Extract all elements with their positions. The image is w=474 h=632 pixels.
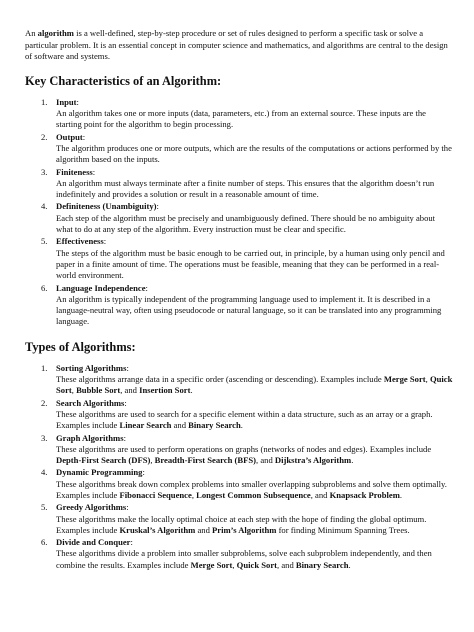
desc-separator: , and [310, 489, 330, 500]
example-term: Prim’s Algorithm [212, 524, 277, 535]
intro-paragraph [25, 28, 453, 63]
desc-separator: , and [277, 559, 296, 570]
list-item: 1. Input: An algorithm takes one or more inputs (data, parameters, etc.) from an external source. These inputs are the starting point for the algorithm to begin processing. [25, 97, 453, 131]
item-description: The steps of the algorithm must be basic enough to be carried out, in principle, by a human using only pencil and paper in a finite amount of time. The operations must be feasible, meaning that they can be performed in a real-world environment. [56, 247, 445, 281]
desc-end: . [240, 420, 243, 431]
item-number: 4. [41, 201, 48, 212]
item-number: 5. [41, 236, 48, 247]
desc-separator: and [171, 420, 189, 431]
example-term: Kruskal’s Algorithm [119, 524, 196, 535]
item-number: 1. [41, 362, 48, 373]
item-title: Divide and Conquer [56, 537, 131, 548]
item-number: 6. [41, 282, 48, 293]
desc-separator: , [232, 559, 237, 570]
item-title: Output [56, 131, 83, 142]
item-description: An algorithm must always terminate after a finite number of steps. This ensures that the algorithm doesn’t run indefinitely and provides a solution or result in a reasonable amount of time. [56, 177, 435, 200]
item-title: Greedy Algorithms [56, 502, 127, 513]
desc-separator: , [425, 374, 430, 385]
desc-text: These algorithms make the locally optimal choice at each step with the hope of finding the global optimum. Examples include [56, 513, 427, 535]
example-term: Binary Search [188, 420, 241, 431]
item-description [56, 514, 453, 537]
intro-pre: An [25, 28, 38, 38]
desc-separator: , and [120, 385, 140, 396]
item-title: Language Independence [56, 282, 146, 293]
list-item: 6. Divide and Conquer: These algorithms divide a problem into smaller subproblems, solve each subproblem independently, and then combine the results. Examples include Merge Sort, Quick Sort, and Binary Search. [25, 537, 453, 571]
list-item: 2. Output: The algorithm produces one or more outputs, which are the results of the computations or actions performed by the algorithm based on the inputs. [41, 131, 452, 165]
example-term: Binary Search [295, 559, 349, 570]
desc-end: . [399, 489, 403, 500]
item-description: An algorithm takes one or more inputs (data, parameters, etc.) from an external source. These inputs are the starting point for the algorithm to begin processing. [56, 108, 426, 130]
item-title: Definiteness (Unambiguity) [56, 201, 157, 212]
example-term: Fibonacci Sequence [119, 489, 192, 500]
desc-end: . [348, 559, 351, 570]
desc-text: These algorithms are used to perform operations on graphs (networks of nodes and edges). Examples include [56, 443, 432, 454]
desc-text: These algorithms break down complex problems into smaller overlapping subproblems and solve them optimally. Examples include [56, 478, 447, 500]
item-number: 2. [41, 131, 48, 142]
characteristics-list [25, 97, 453, 328]
example-term: Quick Sort [56, 374, 453, 396]
list-item: 5. Greedy Algorithms: These algorithms make the locally optimal choice at each step with the hope of finding the global optimum. Examples include Kruskal’s Algorithm and Prim’s Algorithm for finding Minimum Spanning Trees. [25, 502, 453, 536]
item-title: Dynamic Programming [56, 467, 143, 478]
item-title: Sorting Algorithms [56, 362, 127, 373]
desc-separator: , [71, 385, 77, 396]
item-title: Input [56, 96, 77, 107]
intro-term: algorithm [37, 28, 74, 38]
desc-text: These algorithms divide a problem into smaller subproblems, solve each subproblem independently, and then combine the results. Examples include [56, 548, 432, 570]
desc-end: . [351, 455, 354, 466]
list-item: 2. Search Algorithms: These algorithms are used to search for a specific element within a data structure, such as an array or a graph. Examples include Linear Search and Binary Search. [25, 398, 453, 432]
desc-end: . [190, 385, 193, 396]
document-page [25, 28, 453, 572]
section-heading-types: Types of Algorithms: [25, 339, 136, 354]
example-term: Breadth-First Search (BFS) [154, 455, 257, 466]
item-title: Finiteness [56, 166, 93, 177]
item-description [56, 548, 453, 571]
item-number: 6. [41, 537, 48, 548]
item-number: 3. [41, 432, 48, 443]
types-list [25, 363, 453, 571]
list-item: 3. Finiteness: An algorithm must always terminate after a finite number of steps. This ensures that the algorithm doesn’t run indefinitely and provides a solution or result in a reasonable amount of time. [25, 167, 453, 201]
list-item: 1. Sorting Algorithms: These algorithms arrange data in a specific order (ascending or descending). Examples include Merge Sort, Quick Sort, Bubble Sort, and Insertion Sort. [41, 362, 453, 396]
example-term: Bubble Sort [76, 385, 121, 396]
item-description [56, 479, 453, 502]
list-item: 4. Dynamic Programming: These algorithms break down complex problems into smaller overlapping subproblems and solve them optimally. Examples include Fibonacci Sequence, Longest Common Subsequence, and Knapsack Problem. [25, 467, 453, 501]
list-item: 4. Definiteness (Unambiguity): Each step of the algorithm must be precisely and unambiguously defined. There should be no ambiguity about what to do at any step of the algorithm. Every instruction must be clear and specific. [25, 201, 453, 235]
item-description: An algorithm is typically independent of the programming language used to implement it. It is described in a language-neutral way, often using pseudocode or natural language, so it can be translated into any programming language. [56, 293, 442, 327]
example-term: Longest Common Subsequence [196, 489, 311, 500]
item-description: The algorithm produces one or more outputs, which are the results of the computations or actions performed by the algorithm based on the inputs. [56, 142, 452, 165]
example-term: Linear Search [119, 420, 172, 431]
item-number: 1. [41, 96, 48, 107]
desc-text: These algorithms arrange data in a specific order (ascending or descending). Examples include [56, 374, 384, 385]
item-description [56, 409, 453, 432]
desc-separator: , [191, 489, 197, 500]
desc-separator: , [150, 455, 155, 466]
list-item: 5. Effectiveness: The steps of the algorithm must be basic enough to be carried out, in principle, by a human using only pencil and paper in a finite amount of time. The operations must be feasible, meaning that they can be performed in a real-world environment. [25, 236, 453, 281]
desc-text: These algorithms are used to search for a specific element within a data structure, such as an array or a graph. Examples include [56, 408, 433, 431]
desc-separator: and [195, 524, 213, 535]
item-description [56, 374, 453, 397]
item-number: 4. [41, 467, 48, 478]
example-term: Knapsack Problem [329, 489, 400, 500]
item-title: Graph Algorithms [56, 432, 124, 443]
example-term: Quick Sort [236, 559, 278, 570]
item-number: 5. [41, 502, 48, 513]
intro-post: is a well-defined, step-by-step procedure or set of rules designed to perform a specific task or solve a particular problem. It is an essential concept in computer science and mathematics, and algorithms are central to the design of software and systems. [25, 28, 448, 62]
example-term: Merge Sort [190, 559, 233, 570]
section-heading-characteristics: Key Characteristics of an Algorithm: [25, 73, 222, 88]
desc-end: for finding Minimum Spanning Trees. [276, 524, 410, 535]
item-number: 3. [41, 166, 48, 177]
list-item: 6. Language Independence: An algorithm is typically independent of the programming language used to implement it. It is described in a language-neutral way, often using pseudocode or natural language, so it can be translated into any programming language. [25, 283, 453, 328]
item-description: Each step of the algorithm must be precisely and unambiguously defined. There should be no ambiguity about what to do at any step of the algorithm. Every instruction must be clear and specific. [56, 212, 436, 235]
item-title: Effectiveness [56, 236, 104, 247]
example-term: Dijkstra’s Algorithm [274, 455, 352, 466]
list-item: 3. Graph Algorithms: These algorithms are used to perform operations on graphs (networks of nodes and edges). Examples include Depth-First Search (DFS), Breadth-First Search (BFS), and Dijkstra’s Algorithm. [25, 433, 453, 467]
item-description [56, 444, 453, 467]
example-term: Insertion Sort [139, 385, 191, 396]
example-term: Depth-First Search (DFS) [56, 455, 151, 466]
item-title: Search Algorithms [56, 397, 125, 408]
example-term: Merge Sort [383, 374, 426, 385]
item-number: 2. [41, 397, 48, 408]
desc-separator: , and [256, 455, 275, 466]
